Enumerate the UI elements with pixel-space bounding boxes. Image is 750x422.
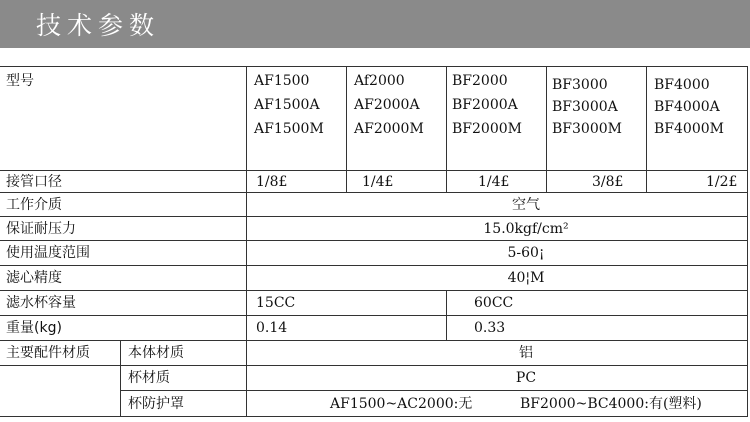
row-divider — [0, 340, 748, 341]
port-size-value: 1/4£ — [362, 174, 394, 190]
model-name: AF1500A — [254, 97, 320, 113]
parts-subcolumn-divider — [120, 340, 121, 416]
row-divider — [0, 170, 748, 171]
medium-value: 空气 — [512, 197, 540, 213]
port-size-label: 接管口径 — [6, 174, 62, 190]
medium-label: 工作介质 — [6, 197, 62, 213]
page-title: 技术参数 — [36, 11, 161, 40]
row-divider — [0, 365, 748, 366]
model-column-divider — [546, 66, 547, 192]
filter-precision-label: 滤心精度 — [6, 270, 62, 286]
model-name: BF2000 — [452, 73, 508, 89]
model-name: BF3000M — [552, 121, 622, 137]
port-size-value: 1/2£ — [706, 174, 738, 190]
model-name: BF4000A — [654, 99, 720, 115]
label-column-divider — [246, 66, 247, 416]
bowl-material-value: PC — [515, 370, 537, 386]
model-name: BF2000A — [452, 97, 518, 113]
row-divider — [0, 315, 748, 316]
row-divider — [120, 390, 748, 391]
model-name: BF2000M — [452, 121, 522, 137]
filter-precision-value: 40¦M — [507, 270, 545, 286]
bowl-material-label: 杯材质 — [128, 370, 170, 386]
port-size-value: 1/8£ — [256, 174, 288, 190]
model-name: AF1500M — [254, 121, 324, 137]
body-material-label: 本体材质 — [128, 345, 184, 361]
model-name: AF1500 — [254, 73, 310, 89]
weight-right: 0.33 — [474, 320, 506, 336]
table-top-border — [0, 66, 748, 67]
model-column-divider — [646, 66, 647, 192]
bowl-capacity-left: 15CC — [256, 295, 296, 311]
port-size-value: 1/4£ — [478, 174, 510, 190]
table-bottom-border — [0, 416, 748, 417]
weight-label: 重量(kg) — [6, 320, 62, 336]
temperature-value: 5-60¡ — [507, 245, 545, 261]
row-divider — [0, 265, 748, 266]
row-divider — [0, 240, 748, 241]
model-name: BF4000 — [654, 77, 710, 93]
bowl-capacity-label: 滤水杯容量 — [6, 295, 76, 311]
pressure-label: 保证耐压力 — [6, 221, 76, 237]
bowl-guard-right: BF2000~BC4000:有(塑料) — [520, 396, 702, 412]
model-name: BF4000M — [654, 121, 724, 137]
parts-material-label: 主要配件材质 — [6, 345, 90, 361]
model-column-divider — [346, 66, 347, 192]
model-name: BF3000 — [552, 77, 608, 93]
bowl-guard-left: AF1500~AC2000:无 — [330, 396, 473, 412]
pressure-value: 15.0kgf/cm² — [483, 221, 569, 237]
model-label: 型号 — [6, 73, 34, 89]
model-name: AF2000M — [354, 121, 424, 137]
weight-left: 0.14 — [256, 320, 288, 336]
model-name: BF3000A — [552, 99, 618, 115]
row-divider — [0, 216, 748, 217]
bowl-capacity-right: 60CC — [474, 295, 514, 311]
model-column-divider — [446, 66, 447, 192]
row-divider — [0, 290, 748, 291]
temperature-label: 使用温度范围 — [6, 245, 90, 261]
row-divider — [0, 192, 748, 193]
model-name: Af2000 — [354, 73, 405, 89]
split-column-divider — [446, 290, 447, 340]
table-right-border — [747, 66, 748, 416]
body-material-value: 铝 — [519, 345, 533, 361]
bowl-guard-label: 杯防护罩 — [128, 396, 184, 412]
port-size-value: 3/8£ — [592, 174, 624, 190]
model-name: AF2000A — [354, 97, 420, 113]
